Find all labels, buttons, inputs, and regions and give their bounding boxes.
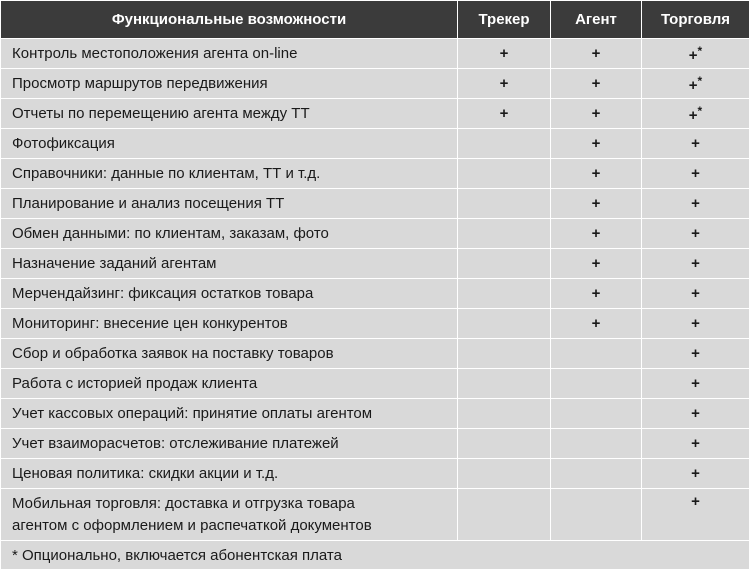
table-row — [1, 99, 749, 129]
feature-cell: Мерчендайзинг: фиксация остатков товара — [1, 279, 458, 309]
trade-cell: + — [642, 309, 749, 339]
agent-cell: + — [551, 69, 642, 99]
feature-line: агентом с оформлением и распечаткой документов — [12, 517, 372, 534]
table-row — [1, 219, 749, 249]
trade-cell: + — [642, 369, 749, 399]
tracker-cell — [458, 129, 551, 159]
feature-cell: Сбор и обработка заявок на поставку товаров — [1, 339, 458, 369]
tracker-cell — [458, 279, 551, 309]
feature-cell: Фотофиксация — [1, 129, 458, 159]
table-row — [1, 309, 749, 339]
feature-cell: Просмотр маршрутов передвижения — [1, 69, 458, 99]
feature-cell: Учет взаиморасчетов: отслеживание платежей — [1, 429, 458, 459]
trade-cell: + — [642, 339, 749, 369]
feature-cell: Справочники: данные по клиентам, ТТ и т.д. — [1, 159, 458, 189]
agent-cell: + — [551, 159, 642, 189]
trade-cell: + — [642, 189, 749, 219]
trade-cell: + — [642, 429, 749, 459]
table-row — [1, 249, 749, 279]
trade-cell: + — [642, 249, 749, 279]
agent-cell: + — [551, 129, 642, 159]
feature-line: Мобильная торговля: доставка и отгрузка товара — [12, 495, 355, 512]
optional-asterisk: * — [697, 43, 703, 58]
table-row — [1, 459, 749, 489]
trade-cell — [642, 69, 749, 99]
table-row — [1, 339, 749, 369]
table-row — [1, 159, 749, 189]
feature-cell: Обмен данными: по клиентам, заказам, фото — [1, 219, 458, 249]
table-row — [1, 399, 749, 429]
table-row — [1, 489, 749, 541]
feature-cell: Ценовая политика: скидки акции и т.д. — [1, 459, 458, 489]
tracker-cell — [458, 339, 551, 369]
header-row — [1, 1, 749, 39]
table-row — [1, 429, 749, 459]
agent-cell — [551, 459, 642, 489]
agent-cell — [551, 369, 642, 399]
feature-cell: Планирование и анализ посещения ТТ — [1, 189, 458, 219]
tracker-cell — [458, 159, 551, 189]
tracker-cell: + — [458, 99, 551, 129]
tracker-cell — [458, 369, 551, 399]
trade-cell: + — [642, 129, 749, 159]
agent-cell: + — [551, 249, 642, 279]
agent-cell: + — [551, 39, 642, 69]
feature-cell: Мониторинг: внесение цен конкурентов — [1, 309, 458, 339]
agent-cell — [551, 399, 642, 429]
table-header — [1, 1, 749, 39]
agent-cell: + — [551, 99, 642, 129]
header-feature: Функциональные возможности — [1, 1, 458, 39]
agent-cell — [551, 339, 642, 369]
feature-cell: Отчеты по перемещению агента между ТТ — [1, 99, 458, 129]
table-row — [1, 279, 749, 309]
table-body — [1, 39, 749, 541]
table-row — [1, 39, 749, 69]
feature-cell — [1, 489, 458, 541]
tracker-cell — [458, 399, 551, 429]
agent-cell: + — [551, 279, 642, 309]
tracker-cell — [458, 489, 551, 541]
tracker-cell — [458, 459, 551, 489]
tracker-cell — [458, 429, 551, 459]
trade-mark: + — [688, 106, 698, 124]
agent-cell: + — [551, 189, 642, 219]
optional-asterisk: * — [697, 73, 703, 88]
header-agent: Агент — [551, 1, 642, 39]
trade-cell: + — [642, 159, 749, 189]
footnote: * Опционально, включается абонентская плата — [1, 541, 749, 570]
agent-cell — [551, 489, 642, 541]
trade-cell — [642, 39, 749, 69]
trade-cell: + — [642, 459, 749, 489]
agent-cell — [551, 429, 642, 459]
trade-mark: + — [688, 76, 698, 94]
tracker-cell — [458, 309, 551, 339]
optional-asterisk: * — [697, 103, 703, 118]
tracker-cell: + — [458, 39, 551, 69]
trade-cell: + — [642, 219, 749, 249]
trade-cell: + — [642, 489, 749, 541]
table-row — [1, 129, 749, 159]
agent-cell: + — [551, 309, 642, 339]
table-row — [1, 69, 749, 99]
feature-cell: Учет кассовых операций: принятие оплаты агентом — [1, 399, 458, 429]
feature-cell: Назначение заданий агентам — [1, 249, 458, 279]
trade-cell: + — [642, 399, 749, 429]
header-tracker: Трекер — [458, 1, 551, 39]
tracker-cell — [458, 189, 551, 219]
header-trade: Торговля — [642, 1, 749, 39]
footnote-row — [1, 541, 749, 570]
feature-cell: Контроль местоположения агента on-line — [1, 39, 458, 69]
trade-cell — [642, 99, 749, 129]
trade-cell: + — [642, 279, 749, 309]
table-row — [1, 189, 749, 219]
feature-cell: Работа с историей продаж клиента — [1, 369, 458, 399]
table-row — [1, 369, 749, 399]
tracker-cell — [458, 249, 551, 279]
tracker-cell: + — [458, 69, 551, 99]
table-footer — [1, 541, 749, 570]
trade-mark: + — [688, 46, 698, 64]
tracker-cell — [458, 219, 551, 249]
agent-cell: + — [551, 219, 642, 249]
